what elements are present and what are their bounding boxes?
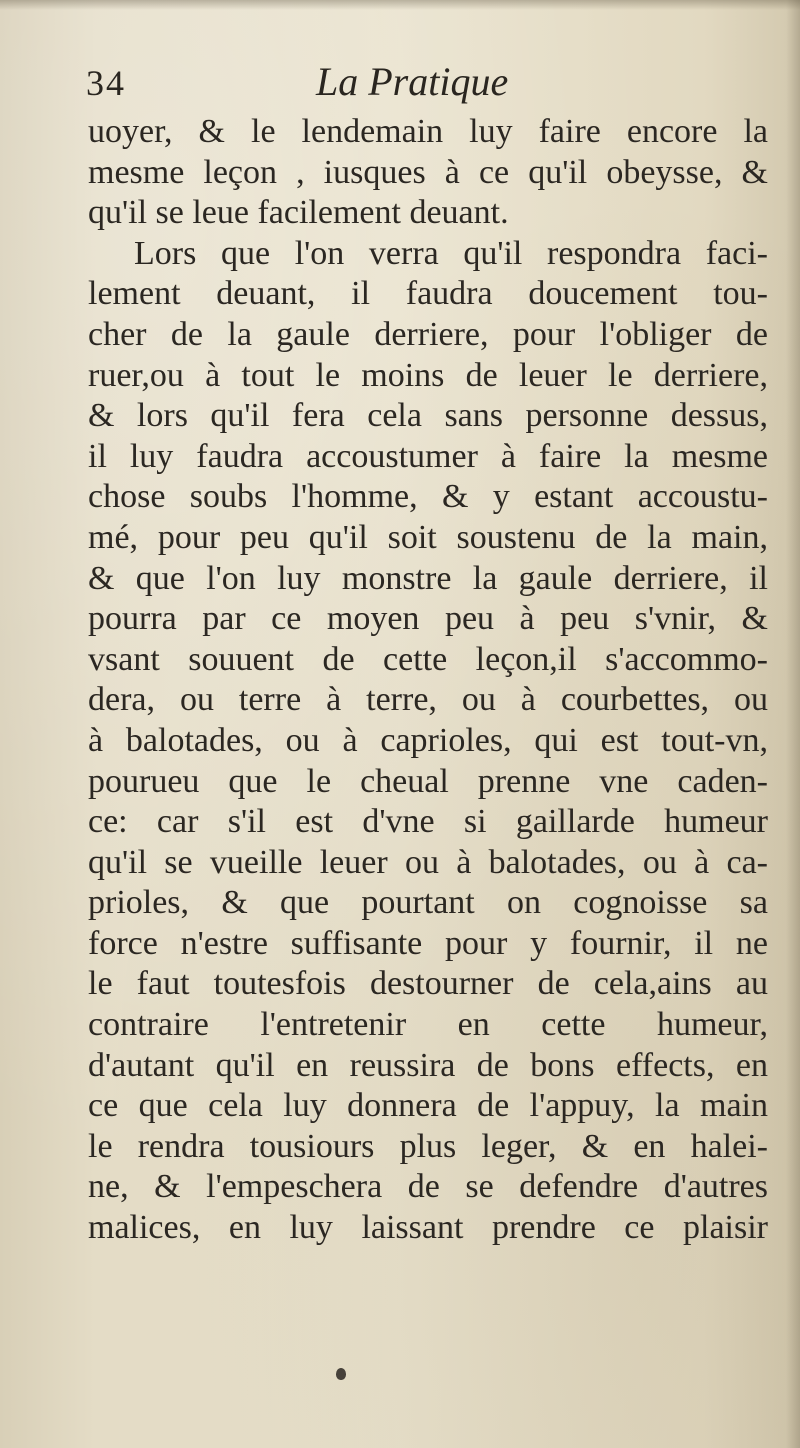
text-line: force n'estre suffisante pour y fournir, il ne [88,924,768,962]
text-line: pourueu que le cheual prenne vne caden- [88,762,768,800]
text-line: qu'il se leue facilement deuant. [88,194,509,232]
text-line: il luy faudra accoustumer à faire la mesme [88,437,768,475]
text-line: mé, pour peu qu'il soit soustenu de la main, [88,518,768,556]
text-line: à balotades, ou à caprioles, qui est tout-vn, [88,721,768,759]
running-title: La Pratique [316,59,509,104]
text-line: prioles, & que pourtant on cognoisse sa [88,884,768,922]
text-line: & que l'on luy monstre la gaule derriere, il [88,559,768,597]
text-line: dera, ou terre à terre, ou à courbettes, ou [88,681,768,719]
text-line: ce que cela luy donnera de l'appuy, la main [88,1087,768,1125]
ink-dot-ornament [336,1368,346,1380]
text-line: qu'il se vueille leuer ou à balotades, ou à ca- [88,843,768,881]
text-line: ne, & l'empeschera de se defendre d'autres [88,1168,768,1206]
text-line: ce: car s'il est d'vne si gaillarde humeur [88,803,768,841]
body-text [88,112,768,1249]
text-line: contraire l'entretenir en cette humeur, [88,1006,768,1044]
text-line: Lors que l'on verra qu'il respondra faci- [134,234,768,272]
page-header [86,58,766,114]
text-line: lement deuant, il faudra doucement tou- [88,275,768,313]
text-line: pourra par ce moyen peu à peu s'vnir, & [88,600,768,638]
page-number: 34 [86,63,126,103]
text-line: malices, en luy laissant prendre ce plaisir [88,1209,768,1247]
text-line: cher de la gaule derriere, pour l'obliger de [88,315,768,353]
text-line: chose soubs l'homme, & y estant accoustu- [88,478,768,516]
text-line: & lors qu'il fera cela sans personne dessus, [88,397,768,435]
text-line: mesme leçon , iusques à ce qu'il obeysse, & [88,153,768,191]
text-line: ruer,ou à tout le moins de leuer le derriere, [88,356,768,394]
text-line: le faut toutesfois destourner de cela,ains au [88,965,768,1003]
text-line: d'autant qu'il en reussira de bons effects, en [88,1046,768,1084]
text-line: uoyer, & le lendemain luy faire encore la [88,113,768,150]
text-line: le rendra tousiours plus leger, & en halei- [88,1127,768,1165]
text-line: vsant souuent de cette leçon,il s'accommo- [88,640,768,678]
